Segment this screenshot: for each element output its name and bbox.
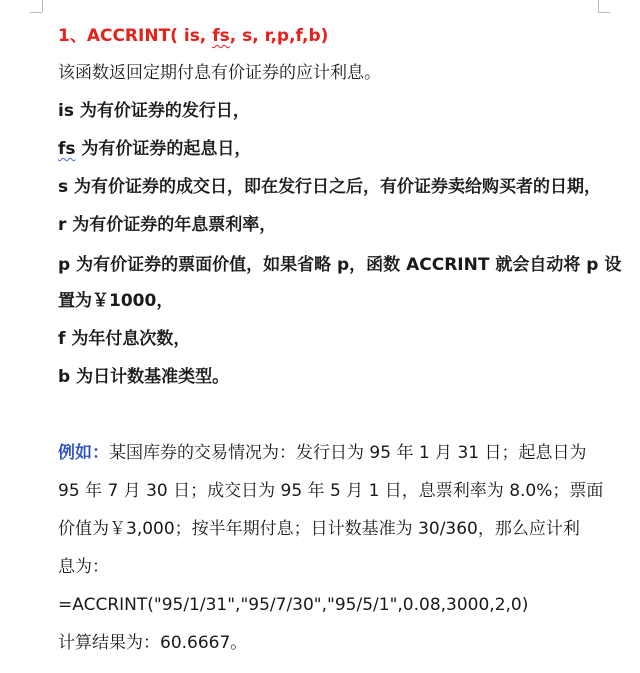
param-fs [58,138,251,160]
param-f: f 为年付息次数， [58,329,191,349]
example-formula: =ACCRINT("95/1/31","95/7/30","95/5/1",0.08,3000,2,0) [58,595,529,615]
intro-text: 该函数返回定期付息有价证券的应计利息。 [58,63,381,83]
example-line4: 息为： [58,557,109,577]
heading-prefix: 1、ACCRINT( is, [58,26,213,46]
param-b: b 为日计数基准类型。 [58,367,230,387]
param-fs-name: fs [58,139,76,159]
param-fs-desc: 为有价证券的起息日， [75,139,252,159]
crop-mark-left-h [30,12,42,13]
heading-fs: fs [212,26,230,46]
example-line1 [58,442,587,464]
crop-mark-left [42,0,43,12]
crop-mark-right [598,0,599,12]
example-line2: 95 年 7 月 30 日；成交日为 95 年 5 月 1 日，息票利率为 8.0%；票面 [58,481,604,501]
param-p-line1: p 为有价证券的票面价值，如果省略 p，函数 ACCRINT 就会自动将 p 设 [58,255,622,275]
example-label: 例如： [58,443,109,463]
param-s: s 为有价证券的成交日，即在发行日之后，有价证券卖给购买者的日期， [58,177,602,197]
example-line1-text: 某国库券的交易情况为：发行日为 95 年 1 月 31 日；起息日为 [109,443,587,463]
param-is: is 为有价证券的发行日， [58,101,250,121]
heading-suffix: , s, r,p,f,b) [229,26,329,46]
param-r: r 为有价证券的年息票利率， [58,215,277,235]
crop-mark-right-h [598,12,610,13]
example-line3: 价值为￥3,000；按半年期付息；日计数基准为 30/360，那么应计利 [58,519,580,539]
param-p-line2: 置为￥1000， [58,291,174,311]
example-result: 计算结果为：60.6667。 [58,633,248,653]
function-heading [58,25,328,47]
